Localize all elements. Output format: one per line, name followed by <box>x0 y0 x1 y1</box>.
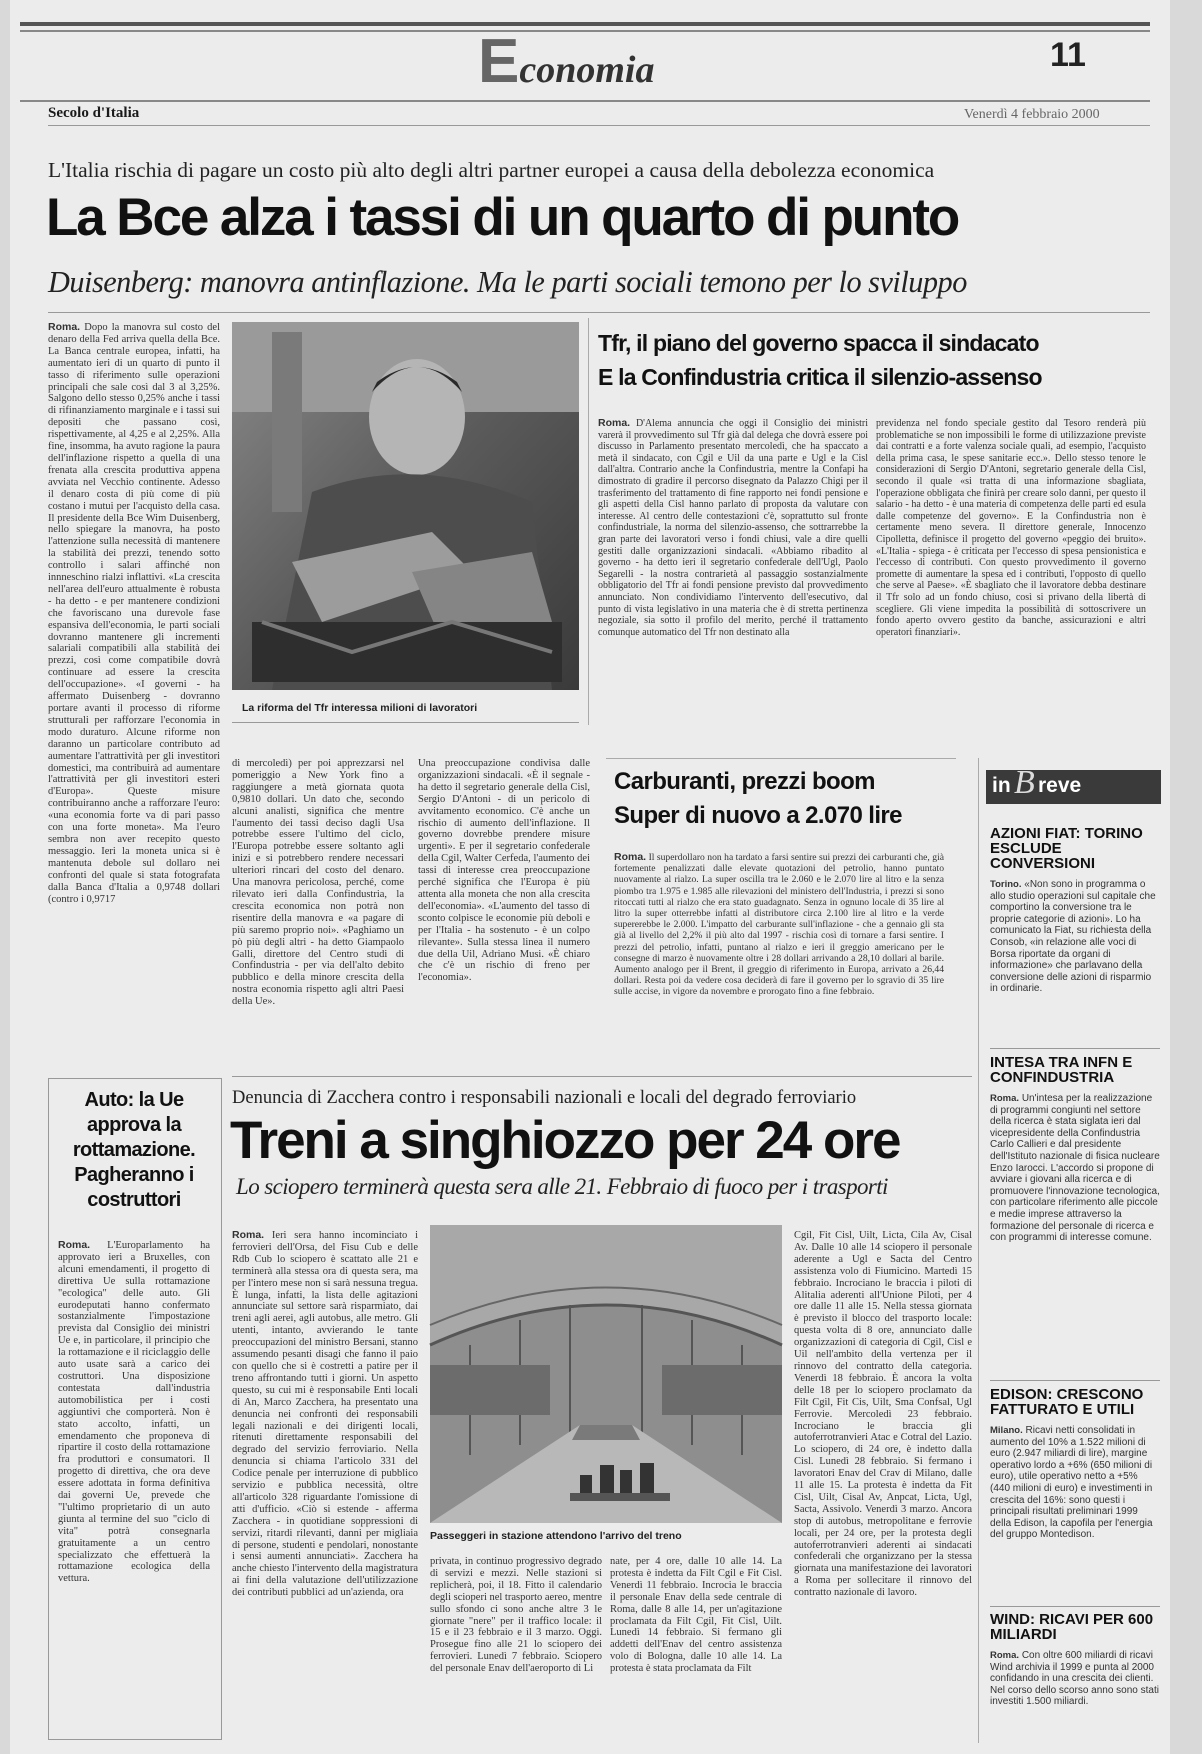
brief-title: INTESA TRA INFN E CONFINDUSTRIA <box>990 1054 1133 1086</box>
lead-text-2: di mercoledì) per poi apprezzarsi nel pomeriggio a New York fino a raggiungere a metà giornata quota 0,9810 dollari. Un dato che, secondo alcuni analisti, significa che mentre l'aumento dei tassi deciso dagli Usa potrebbe essere l'ultimo del ciclo, l'Europa potrebbe essere soltanto agli inizi e si potrebbero rendere necessari ulteriori rincari del costo del denaro. Una manovra pericolosa, perché, come rilevato ieri dalla Confindustria, la crescita economica non potrà non risentire della manovra e «a pagare di più saremo proprio noi». «Paghiamo un pò più degli altri - ha detto Giampaolo Galli, direttore del Centro studi di Confindustria - per via dell'alto debito pubblico e della minore crescita della nostra economia rispetto agli altri Paesi della Ue». <box>232 758 404 1008</box>
lead-subhead: Duisenberg: manovra antinflazione. Ma le parti sociali temono per lo sviluppo <box>48 265 967 299</box>
inbreve-in: in <box>992 774 1011 797</box>
dateline: Roma. <box>614 851 647 863</box>
tfr-text-2: previdenza nel fondo speciale gestito dal Tesoro renderà più problematiche se non impossibili le forme di utilizzazione previste dai contratti e a forte valenza sociale quali, ad esempio, l'acquisto della prima casa, le spese sanitarie ecc.». Dello stesso tenore le considerazioni di Sergio D'Antoni, segretario generale della Cisl, secondo il quale «si tratta di una informazione sbagliata, l'operazione obbligata che finirà per creare solo danni, per questo il salario - ha detto - è una materia di competenza delle parti ed esula dalle competenze del governo». E la Confindustria non è certamente meno severa. Il direttore generale, Innocenzo Cipolletta, definisce il progetto del governo «peggio dei bruito». «L'Italia - spiega - è criticata per l'eccesso di spesa pensionistica e l'eccesso di contributi. Con questo provvedimento il governo promette di aumentare la spesa ed i contributi, l'opposto di quello che serve al Paese». «È sbagliato che il lavoratore debba destinare il Tfr solo ad un fondo chiuso, così si privano della libertà di scegliere. Gli viene impedita la possibilità di sottoscrivere un fondo aperto ovvero gestito da banche, assicurazioni e altri operatori finanziari». <box>876 418 1146 638</box>
newspaper-name: Secolo d'Italia <box>48 105 140 121</box>
carburanti-body: Il superdollaro non ha tardato a farsi sentire sui prezzi dei carburanti che, già fortemente penalizzati dalle elevate quotazioni del petrolio, hanno puntato nuovamente al rialzo. La super oscilla tra le 2.060 e le 2.070 lire al litro e la senza piombo tra 1.975 e 1.985 alle rilevazioni del ministero dell'Industria, i prezzi si sono ritoccati tutti al rialzo che era stato guadagnato. Senza in ognuno locale di 35 lire al litro la super otterrebbe infatti al distributore circa 2.100 lire al litro e la verde supererebbe le 2.000. L'impatto del carburante sull'inflazione - che a gennaio gli sta già al livello del 2,2% il più alto dal 1997 - rischia così di tornare a farsi sentire. I prezzi del petrolio, infatti, puntano al rialzo e ieri il greggio americano per le consegne di marzo è nuovamente oltre i 28 dollari arrivando a 28,10 dollari al barile. Aumento analogo per il Brent, il greggio di riferimento in Europa, arrivato a 26,44 dollari. Resta poi da vedere cosa deciderà di fare il governo per lo sgravio di 35 lire sulle accise, in vigore da novembre e prorogato fino a fine febbraio. <box>614 852 944 998</box>
top-rule <box>20 22 1150 26</box>
treni-rule <box>232 1076 972 1077</box>
treni-headline: Treni a singhiozzo per 24 ore <box>230 1111 900 1170</box>
brief-divider <box>990 1606 1160 1607</box>
brief-divider <box>990 1380 1160 1381</box>
brief-divider <box>990 1048 1160 1049</box>
brief-body: «Non sono in programma o allo studio operazioni sul capitale che comportino la conversione tra le proprie categorie di azioni». Lo ha comunicato la Fiat, su richiesta della Consob, «in relazione alle voci di Borsa riportate da organi di informazione» che parlavano della conversione delle azioni di risparmio in ordinarie. <box>990 879 1156 995</box>
section-rest: conomia <box>519 49 655 91</box>
dateline: Milano. <box>990 1425 1023 1436</box>
carburanti-text <box>614 852 944 1052</box>
inbreve-label <box>986 764 1161 804</box>
masthead-rule <box>20 100 1150 102</box>
carburanti-headline-1: Carburanti, prezzi boom <box>614 768 875 795</box>
brief-edison <box>990 1387 1160 1630</box>
brief-body: Un'intesa per la realizzazione di programmi congiunti nel settore della ricerca è stata siglata ieri dal vicepresidente della Confindustria Carlo Callieri e dal presidente dell'Istituto nazionale di fisica nucleare Enzo Iarocci. L'accordo si propone di avviare i giovani alla ricerca e di promuovere l'innovazione tecnologica, con particolare riferimento alle piccole e medie imprese attraverso la formazione del personale di ricerca e con programmi di interesse comune. <box>990 1093 1160 1244</box>
worker-photo-image <box>232 322 579 690</box>
brief-text <box>990 1425 1160 1630</box>
lead-col-1 <box>48 321 221 905</box>
dateline: Roma. <box>232 1229 265 1241</box>
lead-text-3: Una preoccupazione condivisa dalle organizzazioni sindacali. «È il segnale - ha detto il segretario generale della Cisl, Sergio D'Antoni - di un pericolo di avvitamento economico. C'è anche un rischio di aumento dell'inflazione. Il governo dovrebbe prendere misure urgenti». E per il segretario confederale della Cgil, Walter Cerfeda, l'aumento dei tassi di interesse crea preoccupazione perché significa che l'Europa è più attenta alla moneta che non alla crescita dell'economia». «L'aumento del tasso di sconto colpisce le economie più deboli e per l'Italia - ha sostenuto - è un colpo rilevante». Sulla stessa linea il numero due della Uil, Adriano Musi. «È chiaro che c'è un rischio di freno per l'economia». <box>418 758 590 984</box>
auto-body: L'Europarlamento ha approvato ieri a Bruxelles, con alcuni emendamenti, il progetto di direttiva Ue sulla rottamazione "ecologica" delle auto. Gli eurodeputati hanno confermato sostanzialmente l'impostazione prevista dal Consiglio dei ministri Ue e, in particolare, il principio che la rottamazione e il riciclaggio delle auto usate sarà a carico dei costruttori. Una disposizione contestata dall'industria automobilistica per i costi aggiuntivi che comporterà. Non è stato accolto, infatti, un emendamento che proponeva di ripartire il costo della rottamazione fra produttori e consumatori. Il progetto di direttiva, che ora deve essere adottata in forma definitiva dai governi Ue, prevede che "l'ultimo proprietario di un auto giunta al termine del suo "ciclo di vita" potrà consegnarla gratuitamente a un centro specializzato che effettuerà la rottamazione ecologica della vettura. <box>58 1240 211 1585</box>
treni-col-3 <box>610 1556 782 1736</box>
treni-col-1 <box>232 1230 418 1735</box>
tfr-box-border <box>588 318 589 725</box>
dateline: Roma. <box>990 1093 1020 1104</box>
tfr-text-1: D'Alema annuncia che oggi il Consiglio dei ministri varerà il provvedimento sul Tfr già dal delega che dovrà essere poi discusso in Parlamento presentato mercoledì, che ha spaccato a metà il sindacato, con Cgil e Uil da una parte e Ugl e la Cisl dall'altra. Contrario anche la Confindustria, mentre la Confapi ha dimostrato di gradire il percorso disegnato da Palazzo Chigi per il trasferimento del trattamento di fine rapporto nei fondi pensione e gli aspetti della Cisl hanno parlato di proposta da valutare con interesse. Al centro delle contestazioni c'è, soprattutto sul fronte confindustriale, la norma del silenzio-assenso, che sottrarrebbe la gran parte dei lavoratori verso i fondi chiusi, vale a dire quelli gestiti dalle organizzazioni sindacali. «Abbiamo ribadito al governo - ha detto ieri il segretario confederale dell'Ugl, Paolo Segarelli - la nostra contrarietà al passaggio sostanzialmente obbligatorio del Tfr ai fondi pensione previsto dal provvedimento annunciato. Non condividiamo l'intervento dell'esecutivo, dal punto di vista legislativo in una materia che è di stretta pertinenza negoziale, sia sotto il profilo del merito, perché il trattamento comunque automatico del Tfr non destinato alla <box>598 418 868 638</box>
brief-title: AZIONI FIAT: TORINO ESCLUDE CONVERSIONI <box>990 825 1143 872</box>
treni-text-2: privata, in continuo progressivo degrado di servizi e mezzi. Nelle stazioni si replicherà, poi, il 18. Fitto il calendario degli scioperi nel trasporto aereo, mentre sullo sfondo ci sono anche altre 3 le giornate "nere" per il traffico locale: il 15 e il 23 febbraio e il 3 marzo. Oggi. Prosegue fino alle 21 lo sciopero dei ferrovieri. Lunedì 7 febbraio. Sciopero del personale Enav dell'aeroporto di Li <box>430 1556 603 1675</box>
vertical-divider <box>978 758 979 1743</box>
brief-title: WIND: RICAVI PER 600 MILIARDI <box>990 1611 1154 1643</box>
tfr-col-1 <box>598 418 868 718</box>
treni-text-3: nate, per 4 ore, dalle 10 alle 14. La protesta è indetta da Filt Cgil e Fit Cisl. Venerdì 11 febbraio. Incrocia le braccia il personale Enav della sede centrale di Roma, dalle 8 alle 14, per un'agitazione proclamata da Filt Cgil, Fit Cisl, Uilt. Lunedì 14 febbraio. Si fermano gli addetti dell'Enav del centro assistenza volo di Bologna, dalle 10 alle 14. La protesta è stata proclamata da Filt <box>610 1556 782 1675</box>
brief-fiat <box>990 826 1160 1074</box>
treni-text-4: Cgil, Fit Cisl, Uilt, Licta, Cila Av, Cisal Av. Dalle 10 alle 14 sciopero il personale aderente a Ugl e Sacta del Centro assistenza volo di Fiumicino. Martedì 15 febbraio. Incrociano le braccia i piloti di Alitalia aderenti all'Unione Piloti, per 4 ore dalle 11 alle 15. Nella stessa giornata è previsto il blocco del trasporto locale: questa volta di 8 ore, annunciato dalle organizzazioni di categoria di Cgil, Cisl e Uil nell'ambito della vertenza per il rinnovo del contratto della categoria. Venerdì 18 febbraio. È ancora la volta delle 18 per lo sciopero proclamato da Filt Cgil, Fit Cis, Uilt, Sma Confsal, Ugl Ferrovie. Mercoledì 23 febbraio. Incrociano le braccia gli autoferrotranvieri Atac e Cotral del Lazio. Lo sciopero, di 24 ore, è indetto dalla Cisl. Lunedì 28 febbraio. Si fermano i lavoratori Enav del Crav di Milano, dalle 11 alle 15. La protesta è indetta da Fit Cisl, Uilt, Cisal Av, Anpcat, Licta, Ugl, Sacta, Assivolo. Venerdì 3 marzo. Ancora stop di autobus, metropolitane e ferrovie locali, per 24 ore, per la protesta degli autoferrotranvieri aderenti ai sindacati confederali che organizzano per la stessa giornata una manifestazione dei lavoratori a Roma per sollecitare il rinnovo del contratto nazionale di lavoro. <box>794 1230 972 1599</box>
tfr-col-2 <box>876 418 1146 718</box>
treni-text-1: Ieri sera hanno incominciato i ferrovieri dell'Orsa, del Fisu Cub e delle Rdb Cub lo sciopero è scattato alle 21 e terminerà alla stessa ora di questa sera, ma per l'intero mese non si sarà nessuna tregua. È lunga, infatti, la lista delle agitazioni annunciate sul settore sarà risparmiato, dai treni agli aerei, agli autobus, alle metro. Gli utenti, intanto, avvierando le tante preoccupazioni del ministro Bersani, stanno assumendo pesanti disagi che fanno il paio con quello che si è costretti a patire per il treno affrontando tutti i giorni. Un aspetto questo, su cui mi è responsabile Enti locali di An, Marco Zacchera, ha presentato una denuncia nei confronti dei responsabili legali nazionali e dei dirigenti locali, ritenuti direttamente responsabili del degrado del servizio ferroviario. Nella denuncia si chiama l'articolo 331 del Codice penale per interruzione di pubblico servizio e pubblica necessità, oltre all'articolo 328 riguardante l'omissione di atti d'ufficio. «Ciò si estende - afferma Zacchera - in quotidiane soppressioni di servizi, ritardi rilevanti, danni per migliaia di persone, studenti e pendolari, nonostante i sensi aumenti annunciati». Zacchera ha anche chiesto l'intervento della magistratura ai fini della valutazione dell'utilizzazione dei contributi pubblici ad un'azienda, ora <box>232 1230 419 1599</box>
inbreve-b: B <box>1014 764 1035 801</box>
lead-kicker: L'Italia rischia di pagare un costo più alto degli altri partner europei a causa della debolezza economica <box>48 158 935 182</box>
treni-subhead: Lo sciopero terminerà questa sera alle 21. Febbraio di fuoco per i trasporti <box>236 1174 888 1199</box>
tfr-headline-2: E la Confindustria critica il silenzio-assenso <box>598 364 1042 390</box>
lead-rule <box>48 312 1150 313</box>
brief-text <box>990 1650 1160 1740</box>
auto-headline: Auto: la Ue approva la rottamazione. Pagheranno i costruttori <box>72 1089 196 1211</box>
station-photo <box>430 1225 782 1523</box>
issue-date: Venerdì 4 febbraio 2000 <box>964 107 1100 122</box>
brief-text <box>990 879 1160 1074</box>
brief-text <box>990 1093 1160 1361</box>
brief-wind <box>990 1612 1160 1740</box>
page-number: 11 <box>1050 36 1086 74</box>
dateline: Roma. <box>990 1650 1020 1661</box>
tfr-headline-1: Tfr, il piano del governo spacca il sindacato <box>598 330 1039 356</box>
lead-text-1: Dopo la manovra sul costo del denaro della Fed arriva quella della Bce. La Banca centrale europea, infatti, ha aumentato ieri di un quarto di punto il tasso di riferimento sulle operazioni principali che sale così dal 3 al 3,25%. Salgono dello stesso 0,25% anche i tassi di rifinanziamento marginale e i tassi sui depositi che passano così, rispettivamente, al 4,25 e al 2,25%. Alla fine, insomma, ha avuto ragione la paura dell'inflazione rispetto a quella di una frenata alla crescita produttiva appena avviata nel Vecchio continente. Adesso il denaro costa di più come di più costano i mutui per l'acquisto della casa. Il presidente della Bce Wim Duisenberg, nello spiegare la manovra, ha posto l'attenzione sulla necessità di mantenere la stabilità dei prezzi, tenendo sotto controllo i salari affinché non innneschino rialzi inflattivi. «La crescita nell'area dell'euro attualmente è robusta - ha detto - e per mantenere condizioni che favoriscano una durevole fase espansiva dell'economia, le parti sociali dovranno mantenere gli incrementi salariali compatibili alla stabilità dei prezzi, così come compatibile dovrà continuare ad essere la crescita dell'occupazione». «I governi - ha affermato Duisenberg - dovranno portare avanti il processo di riforme strutturali per rafforzare l'economia in modo duraturo. Alcune riforme non daranno un particolare contributo ad aumentare l'attrattività per gli investitori domestici, ma contribuirà ad aumentare l'attrattività per gli investitori esteri d'Europa». Queste misure contribuiranno anche a rafforzare l'euro: «una economia forte va di pari passo con una forte moneta». Ma l'euro sembra non aver recepito questo messaggio. Ieri la moneta unica si è mantenuta debole sul dollaro nei confronti del quale si stata fotografata dalla Banca d'Italia a 0,9748 dollari (contro i 0,9717 <box>48 322 221 905</box>
photo-frame-bottom <box>232 722 579 723</box>
brief-infn <box>990 1055 1160 1361</box>
brief-body: Con oltre 600 miliardi di ricavi Wind archivia il 1999 e punta al 2000 confidando in una crescita dei clienti. Nel corso dello scorso anno sono stati investiti 1.500 miliardi. <box>990 1650 1159 1708</box>
treni-col-2 <box>430 1556 602 1736</box>
treni-kicker: Denuncia di Zacchera contro i responsabili nazionali e locali del degrado ferroviario <box>232 1088 857 1108</box>
dateline: Roma. <box>48 321 81 333</box>
section-initial: E <box>478 27 520 96</box>
newspaper-page <box>10 0 1170 1754</box>
worker-photo-caption: La riforma del Tfr interessa milioni di lavoratori <box>242 702 478 714</box>
lead-col-2 <box>232 758 404 1060</box>
station-photo-image <box>430 1225 782 1523</box>
dateline: Torino. <box>990 879 1022 890</box>
masthead-rule-2 <box>48 125 1150 126</box>
brief-title: EDISON: CRESCONO FATTURATO E UTILI <box>990 1386 1144 1418</box>
lead-col-3 <box>418 758 590 1060</box>
inbreve-rest: reve <box>1038 774 1082 797</box>
station-photo-caption: Passeggeri in stazione attendono l'arrivo del treno <box>430 1530 682 1542</box>
carburanti-headline-2: Super di nuovo a 2.070 lire <box>614 802 902 829</box>
auto-text <box>58 1240 210 1730</box>
dateline: Roma. <box>58 1239 91 1251</box>
dateline: Roma. <box>598 417 631 429</box>
lead-headline: La Bce alza i tassi di un quarto di punto <box>46 188 959 247</box>
treni-col-4 <box>794 1230 972 1735</box>
section-title <box>478 27 655 96</box>
worker-photo <box>232 322 579 690</box>
brief-body: Ricavi netti consolidati in aumento del 10% a 1.522 milioni di euro (2.947 miliardi di lire), margine operativo lordo a +6% (650 milioni di euro), utile operativo netto a +5% (440 milioni di euro) e investimenti in crescita del 16%: sono questi i principali risultati preliminari 1999 della Edison, la capofila per l'energia del gruppo Montedison. <box>990 1425 1153 1541</box>
